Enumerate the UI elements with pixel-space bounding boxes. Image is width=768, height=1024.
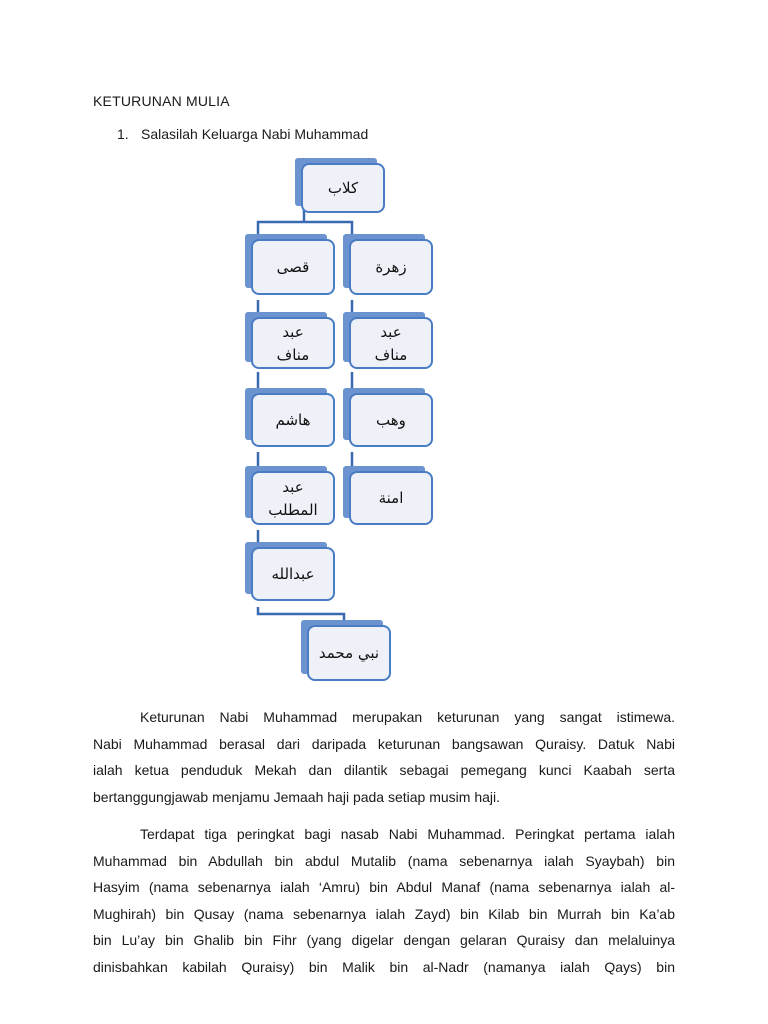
paragraph-2-line-6: dinisbahkan kabilah Quraisy) bin Malik bin al-Nadr (namanya ialah Qays) bin bbox=[93, 958, 675, 975]
node-qusay-label: قصى bbox=[276, 258, 310, 276]
node-zuhrah-label: زهرة bbox=[375, 258, 407, 276]
node-hasyim bbox=[245, 388, 334, 446]
node-abd-manaf-left-label-2: مناف bbox=[276, 346, 310, 364]
node-abd-manaf-left bbox=[245, 312, 334, 368]
node-abd-manaf-left-label-1: عبد bbox=[282, 323, 304, 341]
node-aminah bbox=[343, 466, 432, 524]
node-prophet-muhammad-label: نبي محمد bbox=[318, 644, 380, 662]
section-number: 1. bbox=[117, 126, 129, 142]
paragraph-2 bbox=[93, 821, 675, 980]
node-abd-mutalib bbox=[245, 466, 334, 524]
node-kilab-label: كلاب bbox=[327, 179, 359, 197]
node-wahb-label: وهب bbox=[376, 411, 406, 429]
section-title: Salasilah Keluarga Nabi Muhammad bbox=[141, 126, 369, 142]
node-hasyim-label: هاشم bbox=[275, 411, 311, 429]
paragraph-2-line-3: Hasyim (nama sebenarnya ialah ‘Amru) bin Abdul Manaf (nama sebenarnya ialah al- bbox=[93, 879, 675, 895]
node-abd-manaf-right-label-1: عبد bbox=[380, 323, 402, 341]
node-qusay bbox=[245, 234, 334, 294]
paragraph-1-line-3: ialah ketua penduduk Mekah dan dilantik sebagai pemegang kunci Kaabah serta bbox=[93, 762, 675, 778]
page-heading: KETURUNAN MULIA bbox=[93, 93, 230, 109]
node-kilab bbox=[295, 158, 384, 212]
node-abd-mutalib-label-2: المطلب bbox=[268, 501, 318, 519]
paragraph-2-line-5: bin Lu’ay bin Ghalib bin Fihr (yang digelar dengan gelaran Quraisy dan melaluinya bbox=[93, 932, 675, 948]
paragraph-1-line-2: Nabi Muhammad berasal dari daripada keturunan bangsawan Quraisy. Datuk Nabi bbox=[93, 735, 675, 752]
paragraph-1 bbox=[93, 704, 675, 810]
paragraph-2-line-1: Terdapat tiga peringkat bagi nasab Nabi Muhammad. Peringkat pertama ialah bbox=[140, 826, 675, 842]
connector-top-split bbox=[258, 210, 352, 238]
node-abd-manaf-right bbox=[343, 312, 432, 368]
node-aminah-label: امنة bbox=[378, 489, 404, 507]
node-abd-manaf-right-label-2: مناف bbox=[374, 346, 408, 364]
node-zuhrah bbox=[343, 234, 432, 294]
node-wahb bbox=[343, 388, 432, 446]
node-abdullah-label: عبدالله bbox=[271, 565, 315, 583]
paragraph-2-line-2: Muhammad bin Abdullah bin abdul Mutalib (nama sebenarnya ialah Syaybah) bin bbox=[93, 852, 675, 869]
paragraph-2-line-4: Mughirah) bin Qusay (nama sebenarnya ialah Zayd) bin Kilab bin Murrah bin Ka’ab bbox=[93, 905, 675, 922]
node-abd-mutalib-label-1: عبد bbox=[282, 478, 304, 496]
node-abdullah bbox=[245, 542, 334, 600]
paragraph-1-line-4: bertanggungjawab menjamu Jemaah haji pada setiap musim haji. bbox=[93, 788, 501, 805]
paragraph-1-line-1: Keturunan Nabi Muhammad merupakan keturunan yang sangat istimewa. bbox=[140, 709, 675, 725]
node-prophet-muhammad bbox=[301, 620, 390, 680]
